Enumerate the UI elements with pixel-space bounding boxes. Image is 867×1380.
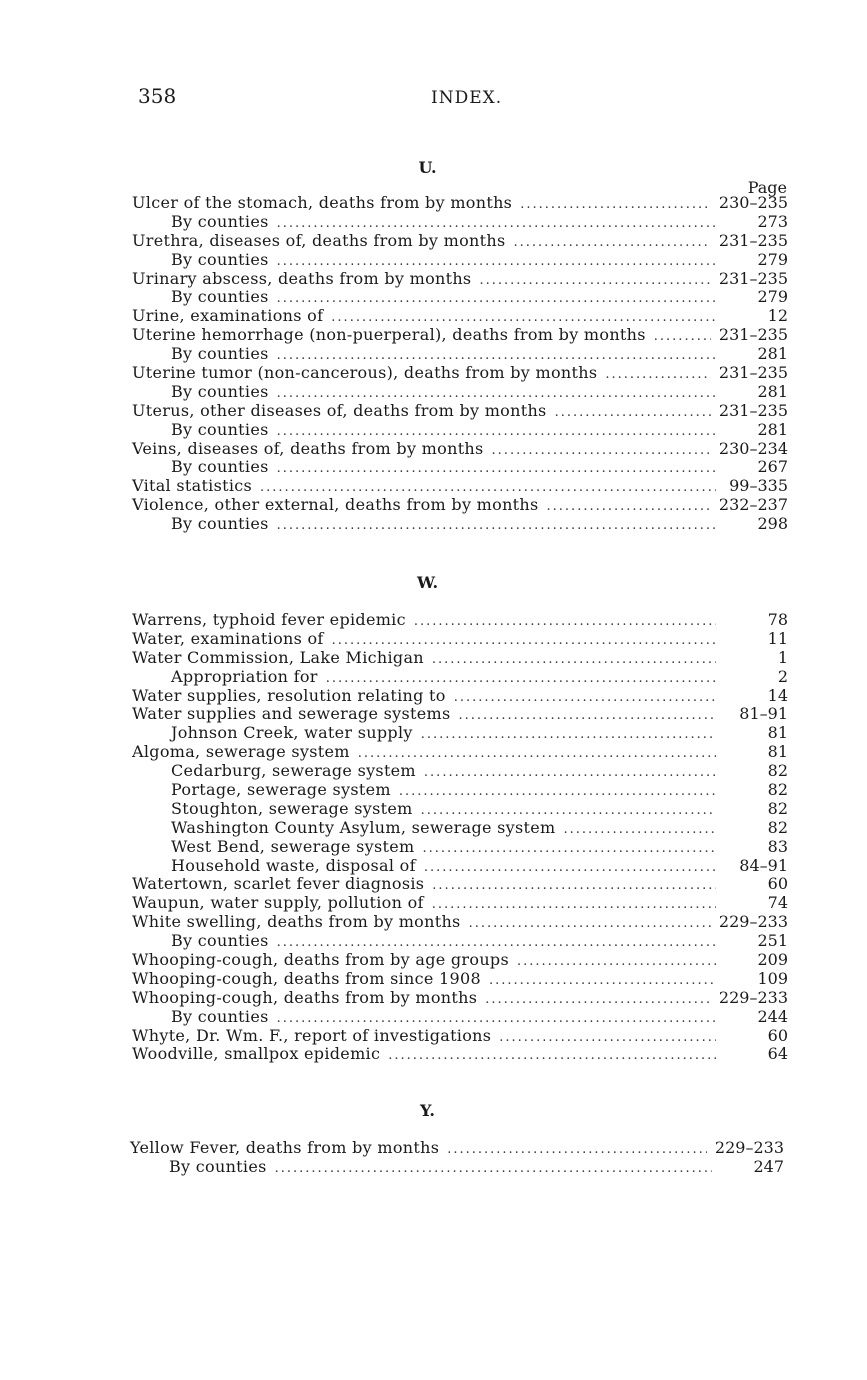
entry-pages: 267 bbox=[757, 457, 788, 477]
dot-leader bbox=[432, 877, 716, 896]
dot-leader bbox=[277, 460, 716, 479]
entry-pages: 251 bbox=[757, 931, 788, 951]
dot-leader bbox=[277, 517, 716, 536]
index-entry bbox=[132, 687, 788, 706]
index-entry bbox=[132, 705, 788, 724]
index-entry bbox=[132, 951, 788, 970]
dot-leader bbox=[454, 689, 716, 708]
entry-pages: 230–235 bbox=[718, 193, 788, 212]
dot-leader bbox=[489, 972, 716, 991]
entry-text: By counties bbox=[171, 1006, 269, 1026]
dot-leader bbox=[432, 651, 716, 670]
section-heading-y: Y. bbox=[420, 1101, 435, 1120]
entry-text: Warrens, typhoid fever epidemic bbox=[132, 610, 406, 629]
entry-pages: 82 bbox=[767, 761, 788, 781]
entry-pages: 244 bbox=[757, 1006, 788, 1026]
entry-pages: 12 bbox=[767, 306, 788, 326]
entry-pages: 81 bbox=[767, 723, 788, 743]
index-list-w bbox=[132, 611, 788, 1064]
entry-text: Water, examinations of bbox=[132, 628, 324, 648]
dot-leader bbox=[469, 915, 711, 934]
entry-text: By counties bbox=[171, 381, 269, 401]
entry-text: By counties bbox=[171, 931, 269, 951]
dot-leader bbox=[458, 707, 716, 726]
entry-pages: 229–233 bbox=[718, 912, 788, 932]
entry-pages: 78 bbox=[767, 610, 788, 629]
index-subentry bbox=[132, 421, 788, 440]
index-subentry bbox=[132, 251, 788, 270]
entry-pages: 109 bbox=[757, 968, 788, 988]
section-heading-w: W. bbox=[416, 573, 439, 592]
index-entry bbox=[130, 1139, 784, 1158]
entry-text: By counties bbox=[171, 249, 269, 269]
entry-pages: 279 bbox=[757, 249, 788, 269]
entry-text: Uterine hemorrhage (non-puerperal), deaths from by months bbox=[132, 325, 646, 345]
index-subentry bbox=[132, 383, 788, 402]
entry-pages: 230–234 bbox=[718, 438, 788, 458]
entry-pages: 82 bbox=[767, 798, 788, 818]
entry-pages: 229–233 bbox=[718, 987, 788, 1007]
index-subentry bbox=[132, 515, 788, 534]
entry-pages: 231–235 bbox=[718, 268, 788, 288]
entry-text: By counties bbox=[171, 457, 269, 477]
dot-leader bbox=[414, 613, 716, 632]
entry-text: Veins, diseases of, deaths from by months bbox=[132, 438, 484, 458]
entry-text: Uterus, other diseases of, deaths from by months bbox=[132, 400, 547, 420]
index-entry bbox=[132, 440, 788, 459]
index-subentry bbox=[132, 288, 788, 307]
index-subentry bbox=[132, 213, 788, 232]
dot-leader bbox=[399, 783, 716, 802]
entry-text: Whooping-cough, deaths from by months bbox=[132, 987, 478, 1007]
index-entry bbox=[132, 402, 788, 421]
entry-pages: 81 bbox=[767, 742, 788, 762]
index-entry bbox=[132, 743, 788, 762]
index-subentry bbox=[130, 1158, 784, 1177]
entry-pages: 81–91 bbox=[739, 704, 788, 724]
entry-pages: 281 bbox=[757, 344, 788, 364]
entry-text: By counties bbox=[171, 287, 269, 307]
index-entry bbox=[132, 477, 788, 496]
entry-pages: 209 bbox=[757, 950, 788, 970]
entry-text: Urethra, diseases of, deaths from by months bbox=[132, 230, 506, 250]
dot-leader bbox=[547, 498, 711, 517]
entry-pages: 231–235 bbox=[718, 363, 788, 383]
entry-pages: 1 bbox=[777, 647, 788, 667]
dot-leader bbox=[555, 404, 711, 423]
entry-pages: 279 bbox=[757, 287, 788, 307]
entry-text: Water Commission, Lake Michigan bbox=[132, 647, 424, 667]
entry-pages: 281 bbox=[757, 419, 788, 439]
index-subentry bbox=[132, 762, 788, 781]
entry-pages: 60 bbox=[767, 874, 788, 894]
entry-text: By counties bbox=[171, 344, 269, 364]
index-entry bbox=[132, 1045, 788, 1064]
dot-leader bbox=[654, 328, 711, 347]
entry-text: Ulcer of the stomach, deaths from by months bbox=[132, 193, 513, 212]
entry-text: By counties bbox=[171, 514, 269, 534]
entry-text: Household waste, disposal of bbox=[171, 855, 416, 875]
entry-text: Johnson Creek, water supply bbox=[171, 723, 413, 743]
index-entry bbox=[132, 894, 788, 913]
index-subentry bbox=[132, 724, 788, 743]
dot-leader bbox=[520, 196, 711, 215]
entry-text: By counties bbox=[171, 211, 269, 231]
entry-pages: 82 bbox=[767, 817, 788, 837]
index-subentry bbox=[132, 458, 788, 477]
dot-leader bbox=[499, 1029, 716, 1048]
entry-text: Watertown, scarlet fever diagnosis bbox=[132, 874, 425, 894]
dot-leader bbox=[485, 991, 711, 1010]
index-subentry bbox=[132, 668, 788, 687]
entry-pages: 84–91 bbox=[739, 855, 788, 875]
entry-text: Waupun, water supply, pollution of bbox=[132, 893, 424, 913]
dot-leader bbox=[517, 953, 716, 972]
entry-pages: 14 bbox=[767, 685, 788, 705]
index-list-u bbox=[132, 194, 788, 534]
entry-text: Cedarburg, sewerage system bbox=[171, 761, 416, 781]
index-entry bbox=[132, 649, 788, 668]
entry-pages: 60 bbox=[767, 1025, 788, 1045]
index-subentry bbox=[132, 857, 788, 876]
entry-pages: 229–233 bbox=[714, 1138, 784, 1157]
section-heading-u: U. bbox=[418, 158, 437, 177]
dot-leader bbox=[424, 859, 716, 878]
entry-pages: 2 bbox=[777, 666, 788, 686]
entry-text: West Bend, sewerage system bbox=[171, 836, 415, 856]
index-entry bbox=[132, 194, 788, 213]
index-entry bbox=[132, 307, 788, 326]
entry-pages: 281 bbox=[757, 381, 788, 401]
entry-text: By counties bbox=[169, 1156, 267, 1176]
entry-pages: 83 bbox=[767, 836, 788, 856]
entry-text: White swelling, deaths from by months bbox=[132, 912, 461, 932]
index-entry bbox=[132, 630, 788, 649]
dot-leader bbox=[564, 821, 717, 840]
dot-leader bbox=[479, 272, 710, 291]
entry-pages: 99–335 bbox=[729, 476, 788, 496]
dot-leader bbox=[422, 840, 716, 859]
dot-leader bbox=[492, 442, 711, 461]
index-subentry bbox=[132, 800, 788, 819]
index-subentry bbox=[132, 932, 788, 951]
entry-text: Urinary abscess, deaths from by months bbox=[132, 268, 472, 288]
page-column-label: Page bbox=[747, 178, 787, 197]
dot-leader bbox=[424, 764, 716, 783]
index-entry bbox=[132, 364, 788, 383]
entry-text: Urine, examinations of bbox=[132, 306, 324, 326]
index-subentry bbox=[132, 345, 788, 364]
entry-text: Portage, sewerage system bbox=[171, 780, 391, 800]
entry-text: Uterine tumor (non-cancerous), deaths from by months bbox=[132, 363, 598, 383]
dot-leader bbox=[513, 234, 710, 253]
entry-pages: 273 bbox=[757, 211, 788, 231]
index-subentry bbox=[132, 781, 788, 800]
index-entry bbox=[132, 496, 788, 515]
index-entry bbox=[132, 913, 788, 932]
entry-text: Water supplies, resolution relating to bbox=[132, 685, 446, 705]
entry-text: Violence, other external, deaths from by months bbox=[132, 495, 539, 515]
dot-leader bbox=[605, 366, 711, 385]
entry-text: Stoughton, sewerage system bbox=[171, 798, 413, 818]
entry-pages: 247 bbox=[753, 1156, 784, 1176]
dot-leader bbox=[275, 1160, 712, 1179]
dot-leader bbox=[432, 896, 716, 915]
entry-text: Whyte, Dr. Wm. F., report of investigations bbox=[132, 1025, 492, 1045]
entry-text: Whooping-cough, deaths from by age groups bbox=[132, 950, 509, 970]
index-entry bbox=[132, 875, 788, 894]
index-entry bbox=[132, 270, 788, 289]
entry-pages: 74 bbox=[767, 893, 788, 913]
index-list-y bbox=[130, 1139, 784, 1177]
entry-pages: 231–235 bbox=[718, 325, 788, 345]
entry-pages: 11 bbox=[767, 628, 788, 648]
dot-leader bbox=[388, 1047, 716, 1066]
entry-pages: 298 bbox=[757, 514, 788, 534]
entry-text: Appropriation for bbox=[171, 666, 318, 686]
entry-text: By counties bbox=[171, 419, 269, 439]
index-subentry bbox=[132, 1008, 788, 1027]
dot-leader bbox=[447, 1141, 707, 1160]
entry-text: Yellow Fever, deaths from by months bbox=[130, 1138, 440, 1157]
index-entry bbox=[132, 611, 788, 630]
entry-pages: 231–235 bbox=[718, 400, 788, 420]
dot-leader bbox=[277, 290, 716, 309]
entry-text: Water supplies and sewerage systems bbox=[132, 704, 451, 724]
dot-leader bbox=[421, 726, 716, 745]
entry-text: Vital statistics bbox=[132, 476, 253, 496]
index-entry bbox=[132, 989, 788, 1008]
page-number: 358 bbox=[138, 84, 177, 108]
index-entry bbox=[132, 232, 788, 251]
entry-pages: 232–237 bbox=[718, 495, 788, 515]
index-entry bbox=[132, 326, 788, 345]
entry-text: Washington County Asylum, sewerage system bbox=[171, 817, 556, 837]
index-entry bbox=[132, 1027, 788, 1046]
entry-pages: 82 bbox=[767, 780, 788, 800]
entry-text: Woodville, smallpox epidemic bbox=[132, 1044, 381, 1064]
entry-text: Whooping-cough, deaths from since 1908 bbox=[132, 968, 481, 988]
entry-pages: 231–235 bbox=[718, 230, 788, 250]
entry-text: Algoma, sewerage system bbox=[132, 742, 350, 762]
running-head: INDEX. bbox=[431, 88, 503, 108]
index-subentry bbox=[132, 819, 788, 838]
entry-pages: 64 bbox=[767, 1044, 788, 1064]
index-entry bbox=[132, 970, 788, 989]
index-subentry bbox=[132, 838, 788, 857]
